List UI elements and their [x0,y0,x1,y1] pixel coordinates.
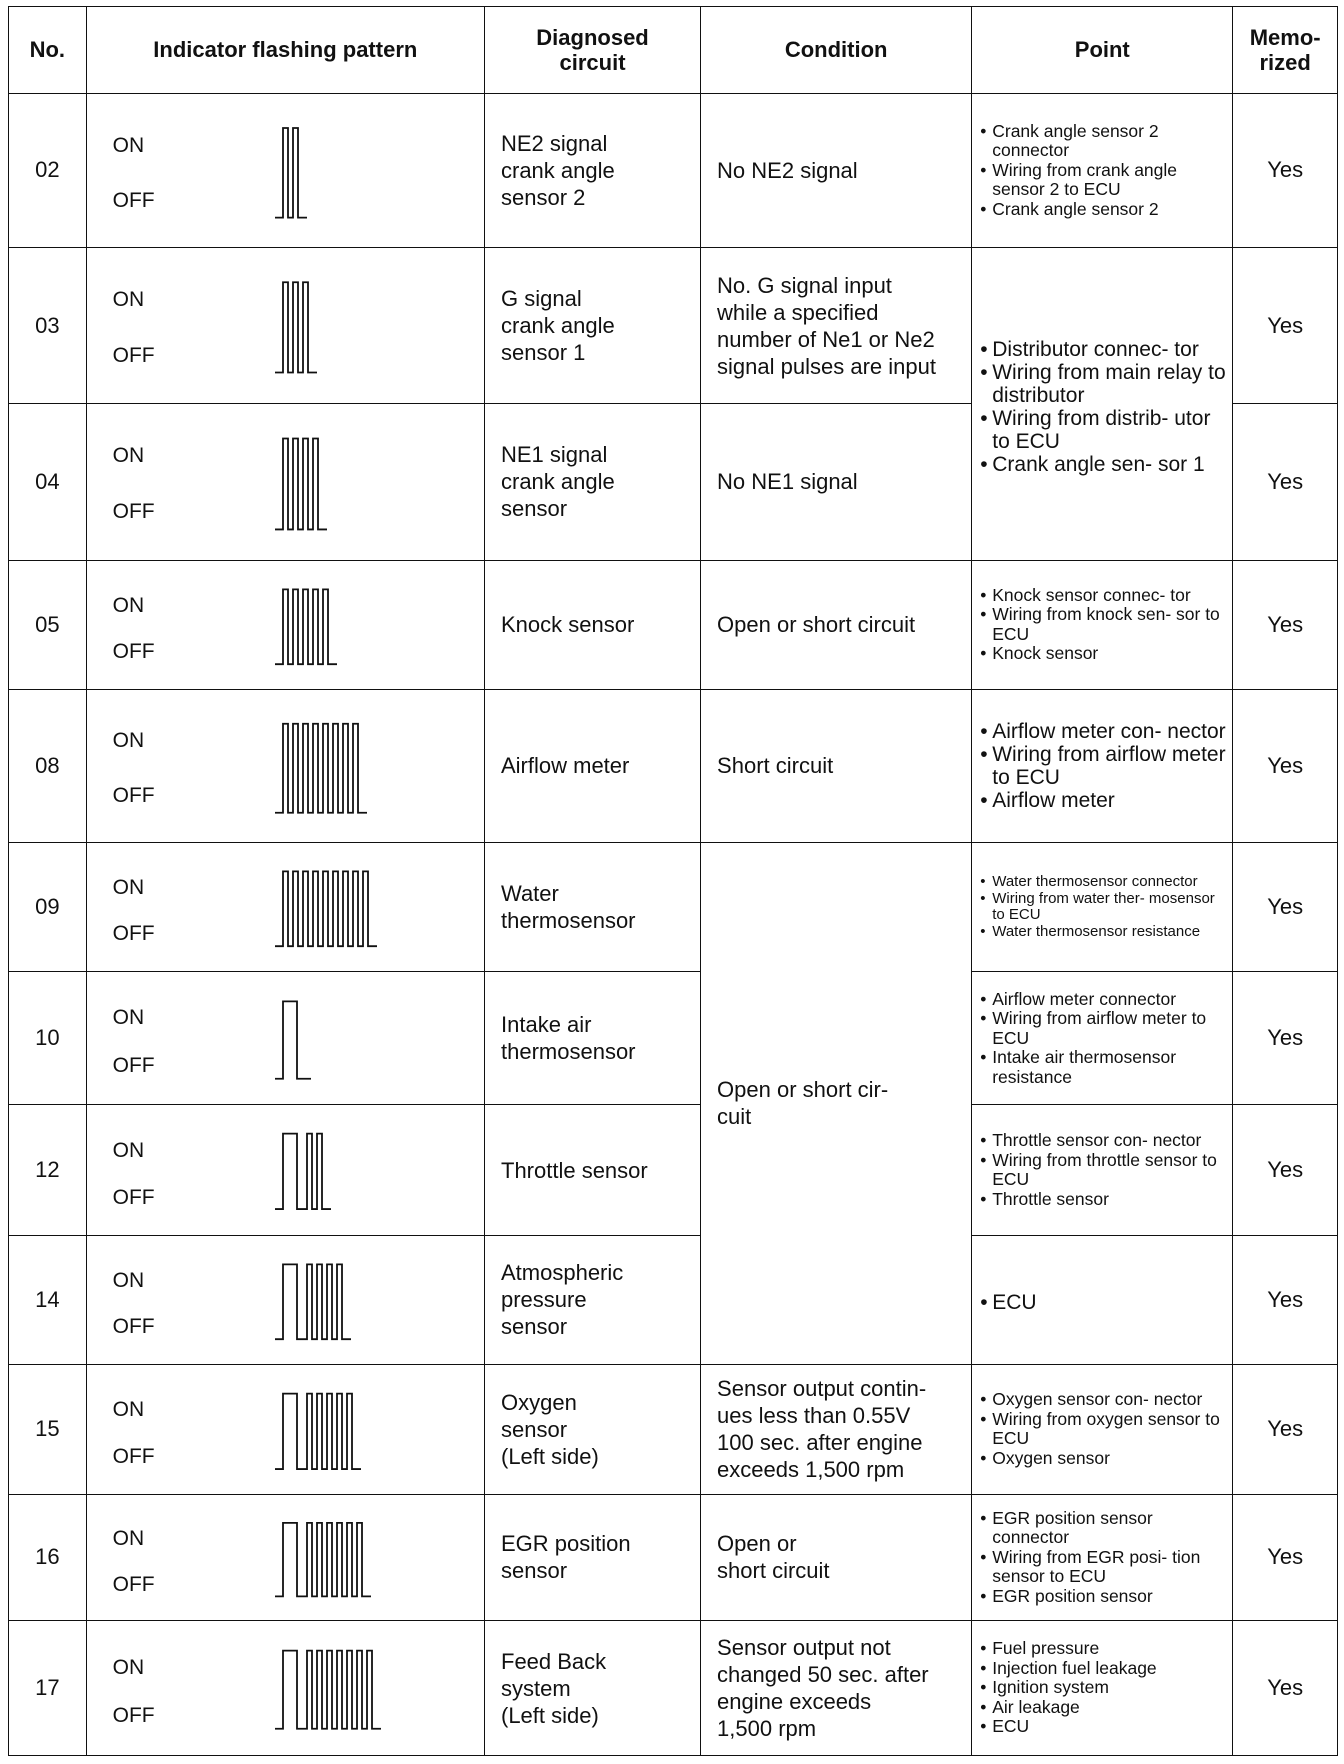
point-list [972,1105,1233,1235]
flashing-pattern-wave [187,843,437,972]
text-line: Oxygen [501,1389,577,1415]
on-label: ON [112,729,145,753]
on-label: ON [112,1006,145,1030]
code-number: 16 [9,1494,87,1621]
text-line: Throttle sensor [501,1157,648,1183]
code-number: 03 [9,248,87,404]
flashing-pattern-wave [187,690,437,843]
point-item: • Wiring from throttle sensor to ECU [980,1151,1228,1190]
point-item: • ECU [980,1717,1228,1737]
text-line: pressure [501,1287,587,1313]
table-row [9,248,1338,404]
point-items [980,1639,1228,1737]
text-line: signal pulses are input [717,353,936,379]
text-line: Open or short cir- [717,1077,889,1103]
pulse-waveform [275,1651,381,1729]
text-line: crank angle [501,313,615,339]
text-line: Knock sensor [501,612,635,638]
diagnosed-circuit [485,1105,701,1235]
point-item: • Oxygen sensor con- nector [980,1390,1228,1410]
point-item: • Wiring from distrib- utor to ECU [980,407,1228,453]
off-label: OFF [112,1444,155,1468]
memorized-value: Yes [1233,403,1338,560]
pulse-waveform [275,1393,361,1468]
memorized-value: Yes [1233,1364,1338,1494]
point-items [980,990,1228,1088]
text-line: No NE1 signal [717,469,858,495]
table-row [9,843,1338,972]
point-item: • Wiring from airflow meter to ECU [980,743,1228,789]
pulse-waveform [275,283,317,373]
condition [701,843,972,1364]
point-list [972,248,1233,560]
flashing-pattern [86,1494,484,1621]
point-item: • Airflow meter [980,789,1228,812]
text-line: sensor 2 [501,184,586,210]
text-line: sensor 1 [501,340,586,366]
text-line: crank angle [501,157,615,183]
flashing-pattern-wave [187,94,437,249]
point-items [980,338,1228,476]
flashing-pattern [86,248,484,404]
off-label: OFF [112,922,155,946]
pulse-waveform [275,723,367,812]
text-line: Sensor output not [717,1635,891,1661]
point-list [972,972,1233,1105]
point-item: • Wiring from knock sen- sor to ECU [980,605,1228,644]
flashing-pattern-wave [187,248,437,404]
code-number: 12 [9,1105,87,1235]
point-items [980,586,1228,664]
flashing-pattern [86,843,484,972]
pulse-waveform [275,1001,311,1078]
off-label: OFF [112,1704,155,1728]
text-line: short circuit [717,1558,830,1584]
table-row [9,972,1338,1105]
text-line: thermosensor [501,908,636,934]
point-item: • Crank angle sensor 2 connector [980,122,1228,161]
memorized-value: Yes [1233,93,1338,248]
memorized-value: Yes [1233,1494,1338,1621]
table-row [9,689,1338,842]
on-label: ON [112,1656,145,1680]
pulse-waveform [275,589,337,664]
pulse-waveform [275,438,327,529]
table-row [9,93,1338,248]
on-label: ON [112,593,145,617]
flashing-pattern-wave [187,404,437,561]
point-list [972,560,1233,689]
point-item: • EGR position sensor connector [980,1509,1228,1548]
point-item: • Oxygen sensor [980,1449,1228,1469]
diagnosed-circuit [485,560,701,689]
text-line: G signal [501,286,582,312]
text-line: No NE2 signal [717,157,858,183]
point-item: • Wiring from water ther- mosensor to ECU [980,891,1228,924]
point-item: • Water thermosensor resistance [980,924,1228,941]
text-line: Water [501,881,559,907]
flashing-pattern-wave [187,1365,437,1495]
text-line: NE1 signal [501,442,608,468]
point-item: • Intake air thermosensor resistance [980,1048,1228,1087]
code-number: 09 [9,843,87,972]
flashing-pattern [86,1105,484,1235]
text-line: ues less than 0.55V [717,1403,911,1429]
header-pattern: Indicator flashing pattern [86,7,484,94]
pulse-waveform [275,871,377,946]
point-list [972,689,1233,842]
flashing-pattern [86,93,484,248]
text-line: Open or short circuit [717,612,916,638]
point-item: • Wiring from oxygen sensor to ECU [980,1410,1228,1449]
point-item: • Throttle sensor [980,1190,1228,1210]
point-item: • Wiring from airflow meter to ECU [980,1009,1228,1048]
header-memorized: Memo- rized [1233,7,1338,94]
point-item: • Injection fuel leakage [980,1659,1228,1679]
on-label: ON [112,1139,145,1163]
diagnosed-circuit [485,403,701,560]
off-label: OFF [112,188,155,212]
text-line: number of Ne1 or Ne2 [717,326,935,352]
flashing-pattern [86,1364,484,1494]
text-line: Open or [717,1531,797,1557]
point-list [972,93,1233,248]
memorized-value: Yes [1233,843,1338,972]
condition [701,248,972,404]
text-line: sensor [501,1314,568,1340]
point-items [980,874,1228,940]
trouble-code-table [8,6,1338,1756]
memorized-value: Yes [1233,560,1338,689]
diagnosed-circuit [485,248,701,404]
point-item: • Distributor connec- tor [980,338,1228,361]
off-label: OFF [112,1572,155,1596]
condition [701,403,972,560]
text-line: sensor [501,496,568,522]
text-line: engine exceeds [717,1689,872,1715]
text-line: thermosensor [501,1039,636,1065]
code-number: 10 [9,972,87,1105]
table-row [9,1105,1338,1235]
flashing-pattern-wave [187,972,437,1105]
code-number: 17 [9,1621,87,1756]
diagnosed-circuit [485,843,701,972]
flashing-pattern-wave [187,1495,437,1622]
table-row [9,1364,1338,1494]
memorized-value: Yes [1233,248,1338,404]
table-row [9,1494,1338,1621]
memorized-value: Yes [1233,1105,1338,1235]
table-row [9,560,1338,689]
diagnosed-circuit [485,1235,701,1364]
condition [701,1494,972,1621]
text-line: sensor [501,1416,568,1442]
point-item: • Ignition system [980,1678,1228,1698]
flashing-pattern-wave [187,1105,437,1235]
condition [701,1364,972,1494]
on-label: ON [112,1398,145,1422]
on-label: ON [112,444,145,468]
off-label: OFF [112,500,155,524]
on-label: ON [112,288,145,312]
text-line: Sensor output contin- [717,1376,927,1402]
header-circuit: Diagnosed circuit [485,7,701,94]
point-item: • Crank angle sensor 2 [980,200,1228,220]
point-items [980,720,1228,812]
condition [701,560,972,689]
diagnosed-circuit [485,1364,701,1494]
point-list [972,1364,1233,1494]
point-item: • Fuel pressure [980,1639,1228,1659]
flashing-pattern [86,1235,484,1364]
point-items [980,1509,1228,1607]
text-line: EGR position [501,1531,631,1557]
flashing-pattern-wave [187,1621,437,1756]
text-line: Intake air [501,1012,592,1038]
point-items [980,1292,1228,1313]
point-list [972,1494,1233,1621]
point-items [980,1390,1228,1468]
text-line: 100 sec. after engine [717,1430,923,1456]
header-condition: Condition [701,7,972,94]
header-no: No. [9,7,87,94]
code-number: 05 [9,560,87,689]
point-list [972,1621,1233,1756]
pulse-waveform [275,128,307,218]
text-line: NE2 signal [501,130,608,156]
text-line: crank angle [501,469,615,495]
code-number: 14 [9,1235,87,1364]
diagnosed-circuit [485,972,701,1105]
text-line: Atmospheric [501,1260,624,1286]
point-items [980,122,1228,220]
on-label: ON [112,1527,145,1551]
off-label: OFF [112,1314,155,1338]
point-list [972,843,1233,972]
flashing-pattern [86,972,484,1105]
text-line: (Left side) [501,1443,599,1469]
point-item: • Wiring from crank angle sensor 2 to ECU [980,161,1228,200]
flashing-pattern [86,689,484,842]
code-number: 15 [9,1364,87,1494]
point-item: • Knock sensor connec- tor [980,586,1228,606]
off-label: OFF [112,1054,155,1078]
text-line: (Left side) [501,1702,599,1728]
code-number: 08 [9,689,87,842]
point-item: • EGR position sensor [980,1587,1228,1607]
flashing-pattern [86,560,484,689]
memorized-value: Yes [1233,689,1338,842]
condition [701,689,972,842]
text-line: Short circuit [717,753,834,779]
pulse-waveform [275,1134,331,1209]
diagnosed-circuit [485,689,701,842]
text-line: Airflow meter [501,753,630,779]
point-list [972,1235,1233,1364]
memorized-value: Yes [1233,972,1338,1105]
code-number: 02 [9,93,87,248]
on-label: ON [112,133,145,157]
pulse-waveform [275,1264,351,1339]
point-item: • Wiring from main relay to distributor [980,361,1228,407]
off-label: OFF [112,1185,155,1209]
text-line: Feed Back [501,1648,607,1674]
point-item: • Water thermosensor connector [980,874,1228,891]
text-line: while a specified [717,299,879,325]
point-item: • Airflow meter con- nector [980,720,1228,743]
code-number: 04 [9,403,87,560]
condition [701,93,972,248]
point-item: • ECU [980,1292,1228,1313]
header-row [9,7,1338,94]
text-line: system [501,1675,571,1701]
point-item: • Wiring from EGR posi- tion sensor to ECU [980,1548,1228,1587]
table-row [9,1235,1338,1364]
memorized-value: Yes [1233,1235,1338,1364]
on-label: ON [112,876,145,900]
point-item: • Air leakage [980,1698,1228,1718]
diagnosed-circuit [485,1621,701,1756]
on-label: ON [112,1268,145,1292]
point-item: • Knock sensor [980,644,1228,664]
text-line: sensor [501,1558,568,1584]
table-row [9,1621,1338,1756]
memorized-value: Yes [1233,1621,1338,1756]
off-label: OFF [112,640,155,664]
flashing-pattern [86,1621,484,1756]
point-item: • Throttle sensor con- nector [980,1131,1228,1151]
point-items [980,1131,1228,1209]
condition [701,1621,972,1756]
diagnosed-circuit [485,1494,701,1621]
diagnosed-circuit [485,93,701,248]
text-line: changed 50 sec. after [717,1662,929,1688]
point-item: • Crank angle sen- sor 1 [980,453,1228,476]
text-line: cuit [717,1104,752,1130]
flashing-pattern-wave [187,1236,437,1365]
off-label: OFF [112,344,155,368]
pulse-waveform [275,1522,371,1596]
point-item: • Airflow meter connector [980,990,1228,1010]
off-label: OFF [112,784,155,808]
text-line: No. G signal input [717,272,892,298]
text-line: 1,500 rpm [717,1716,817,1742]
flashing-pattern [86,403,484,560]
text-line: exceeds 1,500 rpm [717,1457,905,1483]
flashing-pattern-wave [187,561,437,690]
header-point: Point [972,7,1233,94]
